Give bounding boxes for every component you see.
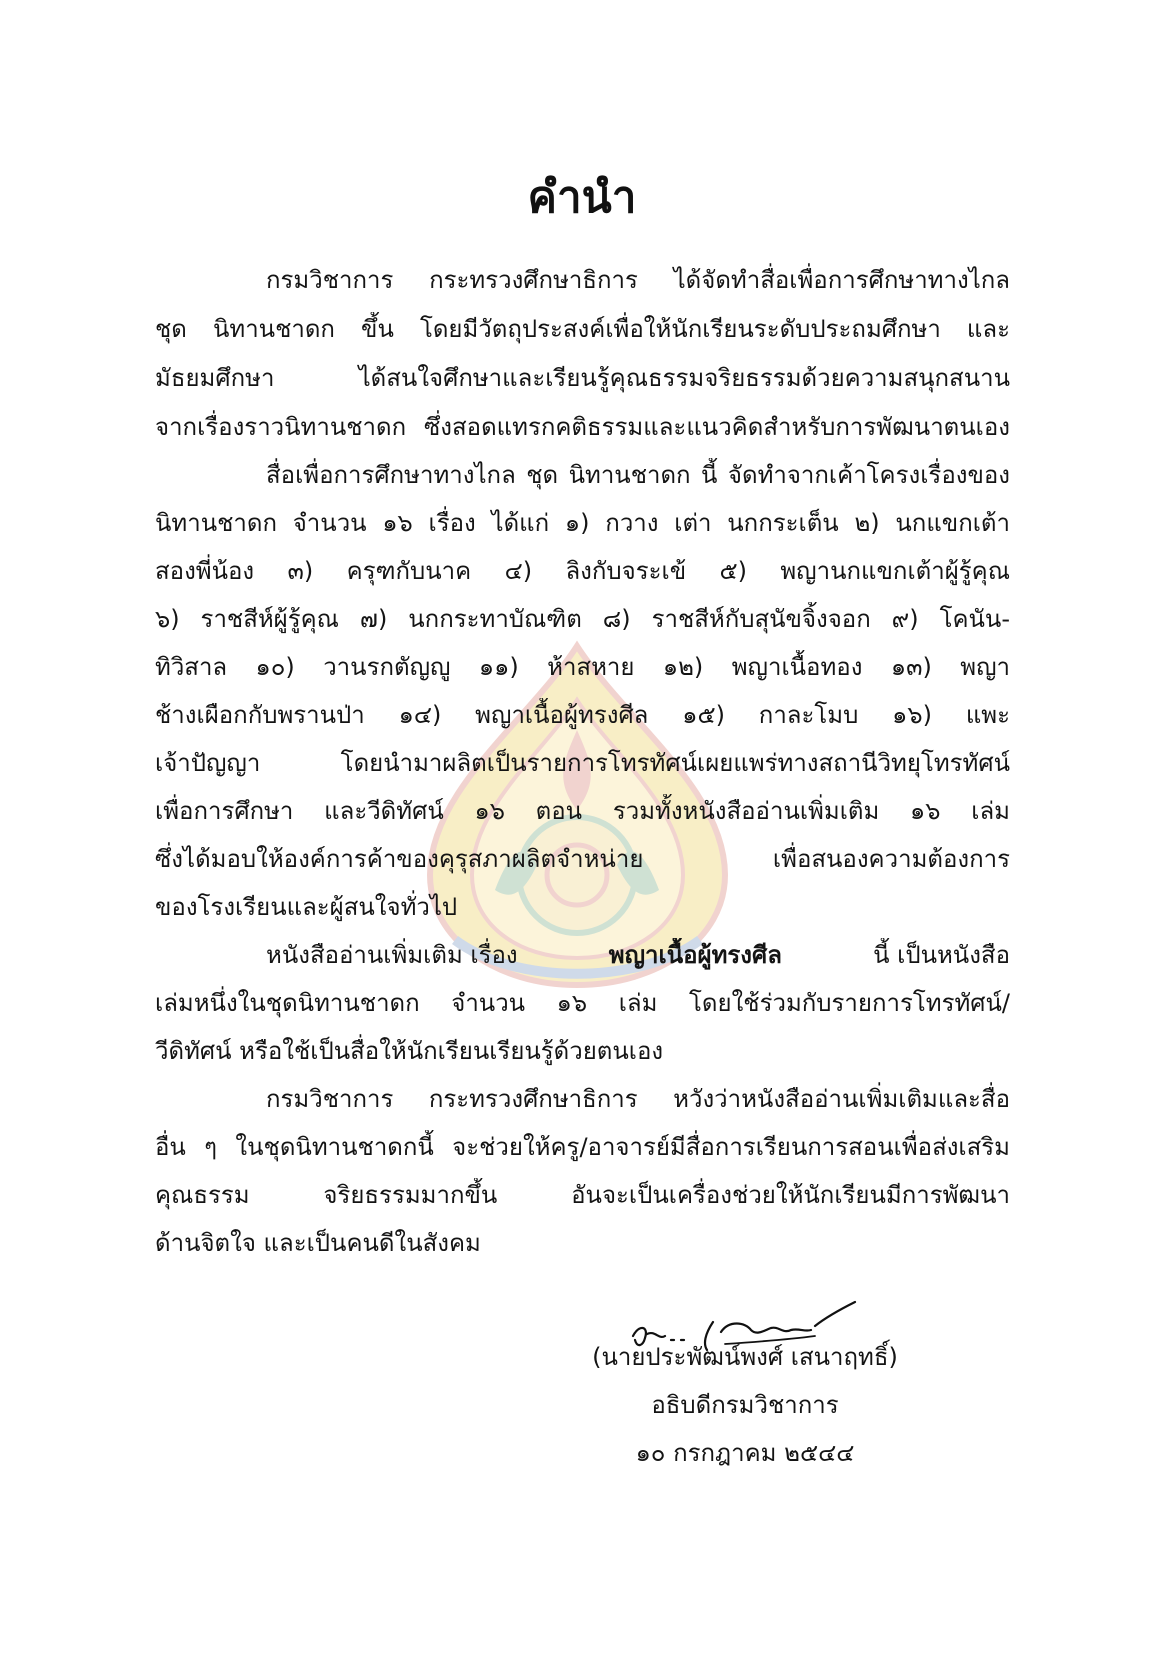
paragraph-3-suffix: นี้ เป็นหนังสือ (873, 941, 1010, 969)
paragraph-3-line-2: เล่มหนึ่งในชุดนิทานชาดก จำนวน ๑๖ เล่ม โดยใช้ร่วมกับรายการโทรทัศน์/ (155, 989, 1010, 1017)
signer-position: อธิบดีกรมวิชาการ (651, 1391, 839, 1419)
paragraph-3-line-1 (266, 938, 1010, 972)
paragraph-2-line-9: ซึ่งได้มอบให้องค์การค้าของคุรุสภาผลิตจำหน่าย เพื่อสนองความต้องการ (155, 845, 1010, 873)
signer-name: (นายประพัฒน์พงศ์ เสนาฤทธิ์) (592, 1343, 898, 1371)
paragraph-4-line-3: คุณธรรม จริยธรรมมากขึ้น อันจะเป็นเครื่องช่วยให้นักเรียนมีการพัฒนา (155, 1181, 1010, 1209)
paragraph-2-line-5: ทิวิสาล ๑๐) วานรกตัญญู ๑๑) ห้าสหาย ๑๒) พญาเนื้อทอง ๑๓) พญา (155, 653, 1010, 681)
paragraph-4-line-4: ด้านจิตใจ และเป็นคนดีในสังคม (155, 1229, 481, 1257)
paragraph-2-line-10: ของโรงเรียนและผู้สนใจทั่วไป (155, 893, 458, 921)
paragraph-2-line-3: สองพี่น้อง ๓) ครุฑกับนาค ๔) ลิงกับจระเข้ ๕) พญานกแขกเต้าผู้รู้คุณ (155, 557, 1010, 585)
paragraph-2-line-8: เพื่อการศึกษา และวีดิทัศน์ ๑๖ ตอน รวมทั้งหนังสืออ่านเพิ่มเติม ๑๖ เล่ม (155, 797, 1010, 825)
paragraph-2-line-4: ๖) ราชสีห์ผู้รู้คุณ ๗) นกกระทาบัณฑิต ๘) ราชสีห์กับสุนัขจิ้งจอก ๙) โคนัน- (155, 605, 1010, 633)
paragraph-2-line-6: ช้างเผือกกับพรานป่า ๑๔) พญาเนื้อผู้ทรงศีล ๑๕) กาละโมบ ๑๖) แพะ (155, 701, 1010, 729)
book-title: พญาเนื้อผู้ทรงศีล (608, 941, 782, 969)
paragraph-3-prefix: หนังสืออ่านเพิ่มเติม เรื่อง (266, 941, 518, 969)
paragraph-1-line-4: จากเรื่องราวนิทานชาดก ซึ่งสอดแทรกคติธรรมและแนวคิดสำหรับการพัฒนาตนเอง (155, 413, 1010, 441)
paragraph-4-line-2: อื่น ๆ ในชุดนิทานชาดกนี้ จะช่วยให้ครู/อาจารย์มีสื่อการเรียนการสอนเพื่อส่งเสริม (155, 1133, 1010, 1161)
paragraph-4-line-1: กรมวิชาการ กระทรวงศึกษาธิการ หวังว่าหนังสืออ่านเพิ่มเติมและสื่อ (266, 1085, 1010, 1113)
paragraph-2-line-2: นิทานชาดก จำนวน ๑๖ เรื่อง ได้แก่ ๑) กวาง เต่า นกกระเต็น ๒) นกแขกเต้า (155, 509, 1010, 537)
signature-date: ๑๐ กรกฎาคม ๒๕๔๔ (635, 1439, 855, 1467)
paragraph-1-line-3: มัธยมศึกษา ได้สนใจศึกษาและเรียนรู้คุณธรรมจริยธรรมด้วยความสนุกสนาน (155, 364, 1010, 392)
page-title: คำนำ (527, 172, 637, 223)
paragraph-1-line-2: ชุด นิทานชาดก ขึ้น โดยมีวัตถุประสงค์เพื่อให้นักเรียนระดับประถมศึกษา และ (155, 315, 1010, 343)
paragraph-2-line-7: เจ้าปัญญา โดยนำมาผลิตเป็นรายการโทรทัศน์เผยแพร่ทางสถานีวิทยุโทรทัศน์ (155, 749, 1010, 777)
paragraph-3-line-3: วีดิทัศน์ หรือใช้เป็นสื่อให้นักเรียนเรียนรู้ด้วยตนเอง (155, 1037, 664, 1065)
paragraph-1-line-1: กรมวิชาการ กระทรวงศึกษาธิการ ได้จัดทำสื่อเพื่อการศึกษาทางไกล (266, 266, 1010, 294)
paragraph-2-line-1: สื่อเพื่อการศึกษาทางไกล ชุด นิทานชาดก นี้ จัดทำจากเค้าโครงเรื่องของ (266, 461, 1010, 489)
